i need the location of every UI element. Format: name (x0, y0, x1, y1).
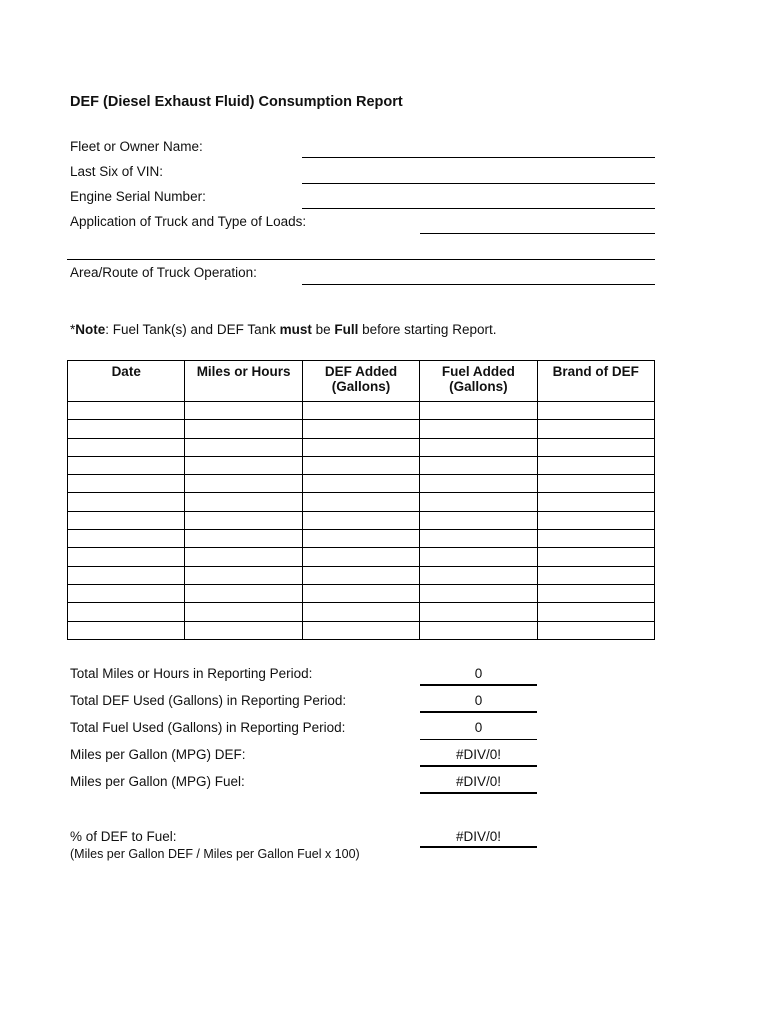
table-cell[interactable] (185, 511, 302, 529)
table-cell[interactable] (537, 438, 654, 456)
table-cell[interactable] (185, 475, 302, 493)
table-cell[interactable] (420, 566, 537, 584)
table-cell[interactable] (302, 493, 419, 511)
vin-label: Last Six of VIN: (70, 164, 164, 179)
table-row (68, 603, 655, 621)
table-cell[interactable] (185, 456, 302, 474)
table-cell[interactable] (537, 566, 654, 584)
table-cell[interactable] (185, 548, 302, 566)
table-header-row (68, 361, 655, 402)
mpg-fuel-value: #DIV/0! (455, 774, 502, 789)
mpg-def-underline (420, 765, 537, 767)
table-cell[interactable] (68, 603, 185, 621)
table-cell[interactable] (537, 530, 654, 548)
header-fuel-added: Fuel Added (Gallons) (420, 361, 537, 402)
table-cell[interactable] (302, 530, 419, 548)
table-cell[interactable] (302, 402, 419, 420)
table-cell[interactable] (185, 402, 302, 420)
table-cell[interactable] (302, 621, 419, 639)
table-cell[interactable] (537, 621, 654, 639)
table-cell[interactable] (302, 603, 419, 621)
table-row (68, 511, 655, 529)
table-row (68, 621, 655, 639)
table-cell[interactable] (185, 530, 302, 548)
table-cell[interactable] (68, 493, 185, 511)
table-cell[interactable] (185, 584, 302, 602)
table-cell[interactable] (68, 530, 185, 548)
application-field[interactable] (420, 233, 655, 234)
table-cell[interactable] (302, 566, 419, 584)
table-cell[interactable] (420, 584, 537, 602)
table-cell[interactable] (68, 584, 185, 602)
table-cell[interactable] (68, 402, 185, 420)
total-miles-value: 0 (474, 666, 483, 681)
mpg-def-value: #DIV/0! (455, 747, 502, 762)
def-percent-formula: (Miles per Gallon DEF / Miles per Gallon Fuel x 100) (70, 847, 360, 861)
table-cell[interactable] (68, 456, 185, 474)
table-row (68, 584, 655, 602)
table-cell[interactable] (420, 456, 537, 474)
table-cell[interactable] (537, 456, 654, 474)
table-cell[interactable] (185, 621, 302, 639)
table-cell[interactable] (302, 475, 419, 493)
vin-field[interactable] (302, 183, 655, 184)
note-text: *Note: Fuel Tank(s) and DEF Tank must be Full before starting Report. (70, 322, 497, 337)
table-cell[interactable] (537, 402, 654, 420)
total-def-value: 0 (474, 693, 483, 708)
header-miles-hours: Miles or Hours (185, 361, 302, 402)
table-cell[interactable] (302, 456, 419, 474)
def-percent-underline (420, 846, 537, 848)
application-field-line-2[interactable] (67, 259, 655, 260)
report-title: DEF (Diesel Exhaust Fluid) Consumption Report (70, 94, 403, 110)
total-miles-label: Total Miles or Hours in Reporting Period: (70, 666, 313, 681)
mpg-def-label: Miles per Gallon (MPG) DEF: (70, 747, 246, 762)
table-row (68, 493, 655, 511)
table-cell[interactable] (302, 511, 419, 529)
table-cell[interactable] (537, 584, 654, 602)
table-cell[interactable] (185, 438, 302, 456)
table-cell[interactable] (420, 475, 537, 493)
table-body (68, 402, 655, 640)
table-cell[interactable] (537, 475, 654, 493)
table-row (68, 548, 655, 566)
table-cell[interactable] (68, 548, 185, 566)
total-miles-underline (420, 684, 537, 686)
table-cell[interactable] (420, 603, 537, 621)
table-cell[interactable] (420, 530, 537, 548)
table-row (68, 402, 655, 420)
table-row (68, 566, 655, 584)
def-percent-value: #DIV/0! (455, 829, 502, 844)
table-cell[interactable] (302, 438, 419, 456)
table-cell[interactable] (68, 438, 185, 456)
total-fuel-value: 0 (474, 720, 483, 735)
table-cell[interactable] (420, 493, 537, 511)
table-cell[interactable] (185, 420, 302, 438)
header-date: Date (68, 361, 185, 402)
table-cell[interactable] (68, 511, 185, 529)
table-cell[interactable] (68, 475, 185, 493)
table-cell[interactable] (420, 511, 537, 529)
table-cell[interactable] (185, 603, 302, 621)
route-label: Area/Route of Truck Operation: (70, 265, 257, 280)
table-cell[interactable] (537, 548, 654, 566)
header-brand-def: Brand of DEF (537, 361, 654, 402)
table-row (68, 438, 655, 456)
table-cell[interactable] (537, 511, 654, 529)
fleet-owner-field[interactable] (302, 157, 655, 158)
fleet-owner-label: Fleet or Owner Name: (70, 139, 203, 154)
table-cell[interactable] (302, 420, 419, 438)
table-row (68, 475, 655, 493)
table-cell[interactable] (68, 420, 185, 438)
engine-serial-field[interactable] (302, 208, 655, 209)
table-cell[interactable] (68, 621, 185, 639)
table-cell[interactable] (537, 420, 654, 438)
total-fuel-underline (420, 739, 537, 740)
table-cell[interactable] (420, 420, 537, 438)
table-cell[interactable] (537, 493, 654, 511)
table-cell[interactable] (537, 603, 654, 621)
application-label: Application of Truck and Type of Loads: (70, 214, 307, 229)
table-cell[interactable] (420, 402, 537, 420)
table-cell[interactable] (302, 584, 419, 602)
total-def-label: Total DEF Used (Gallons) in Reporting Period: (70, 693, 347, 708)
def-percent-label: % of DEF to Fuel: (70, 829, 177, 844)
table-row (68, 420, 655, 438)
table-cell[interactable] (420, 621, 537, 639)
table-cell[interactable] (420, 438, 537, 456)
mpg-fuel-label: Miles per Gallon (MPG) Fuel: (70, 774, 245, 789)
table-cell[interactable] (68, 566, 185, 584)
table-cell[interactable] (420, 548, 537, 566)
table-row (68, 456, 655, 474)
header-def-added: DEF Added (Gallons) (302, 361, 419, 402)
mpg-fuel-underline (420, 792, 537, 794)
route-field[interactable] (302, 284, 655, 285)
total-def-underline (420, 711, 537, 713)
table-row (68, 530, 655, 548)
table-cell[interactable] (302, 548, 419, 566)
consumption-log-table (67, 360, 655, 640)
table-cell[interactable] (185, 566, 302, 584)
table-cell[interactable] (185, 493, 302, 511)
engine-serial-label: Engine Serial Number: (70, 189, 206, 204)
total-fuel-label: Total Fuel Used (Gallons) in Reporting Period: (70, 720, 346, 735)
